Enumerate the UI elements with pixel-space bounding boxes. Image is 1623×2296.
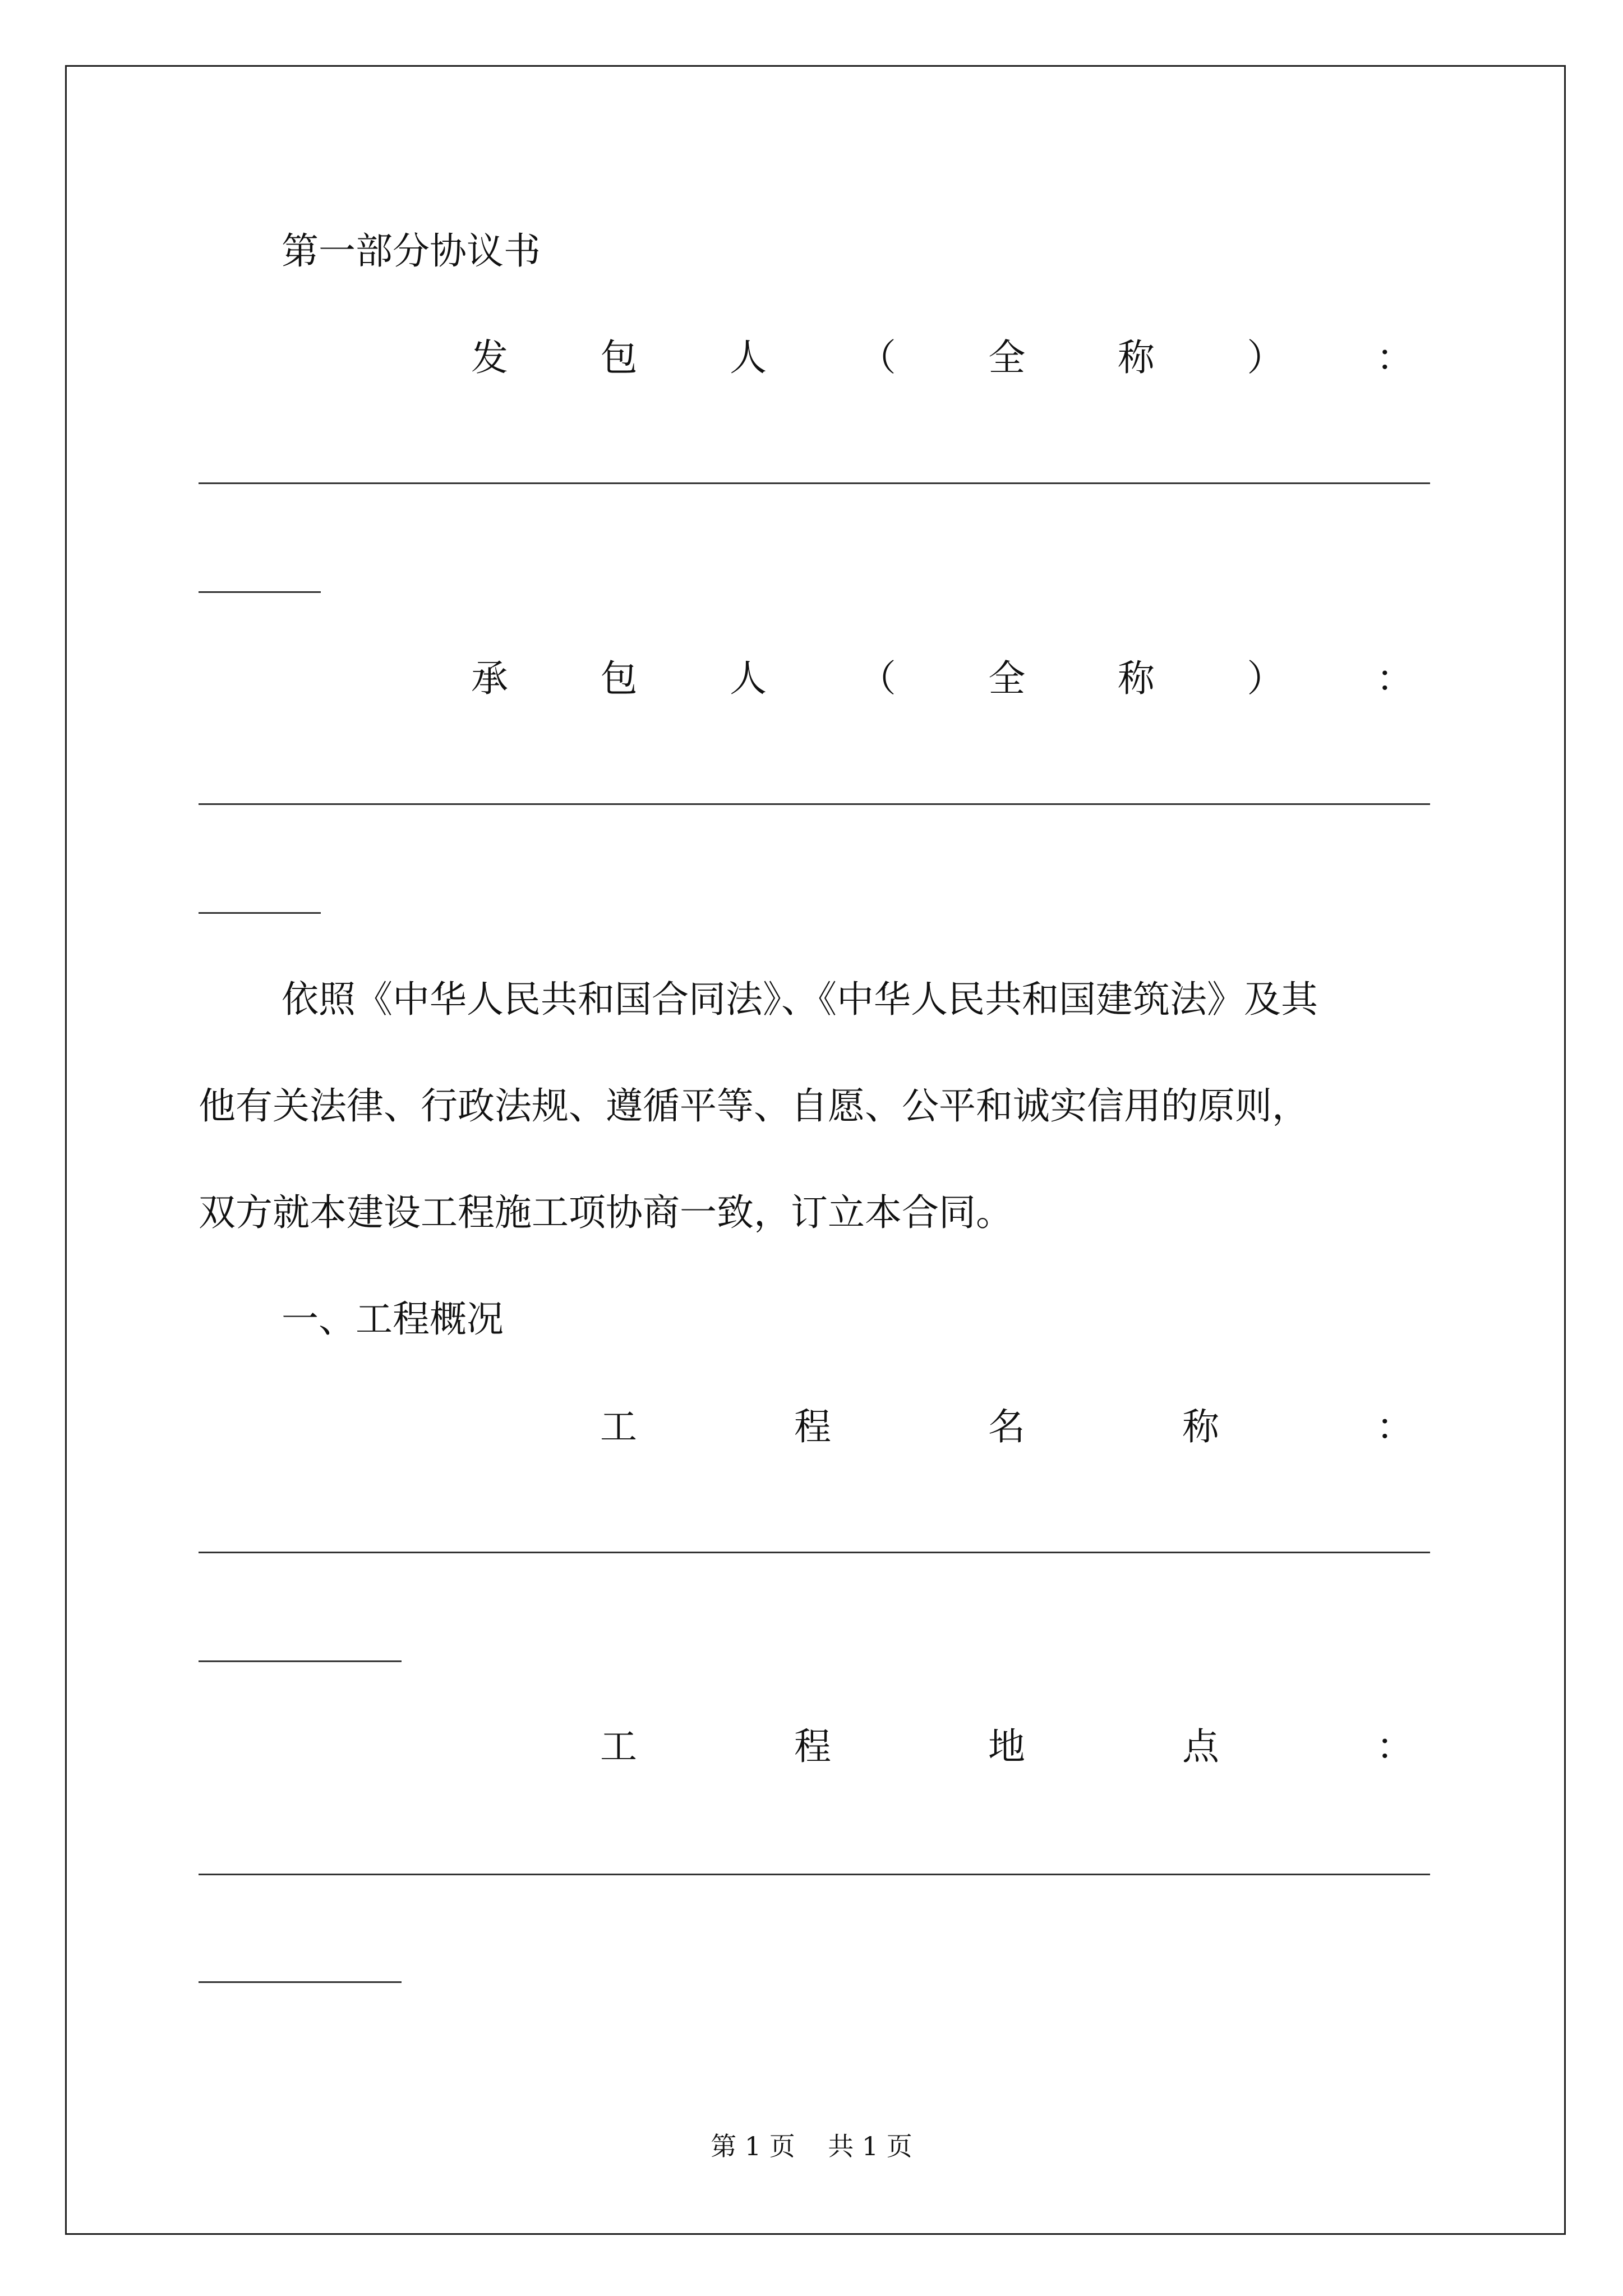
project-name-label-char: ： bbox=[1376, 1405, 1413, 1448]
contractor-label-char: 全 bbox=[988, 657, 1026, 700]
contractor-name-blank-line-end bbox=[199, 912, 321, 914]
project-name-label-char: 称 bbox=[1182, 1405, 1219, 1448]
employer-label-char: 人 bbox=[730, 336, 767, 379]
employer-name-blank-line bbox=[199, 482, 1430, 484]
project-location-label-char: 程 bbox=[794, 1725, 831, 1768]
project-location-label-char: 点 bbox=[1182, 1725, 1219, 1768]
contractor-label-char: ） bbox=[1247, 657, 1284, 700]
employer-label bbox=[471, 335, 1413, 380]
document-heading: 第一部分协议书 bbox=[282, 229, 541, 273]
employer-label-char: 发 bbox=[471, 336, 508, 379]
project-name-label-char: 程 bbox=[794, 1405, 831, 1448]
project-name-label bbox=[600, 1405, 1413, 1450]
project-location-label-char: 工 bbox=[600, 1725, 637, 1768]
project-name-label-char: 名 bbox=[988, 1405, 1025, 1448]
project-location-blank-line bbox=[199, 1874, 1430, 1875]
project-location-label bbox=[600, 1724, 1413, 1769]
contractor-label bbox=[471, 656, 1413, 701]
project-name-label-char: 工 bbox=[600, 1405, 637, 1448]
contractor-label-char: 承 bbox=[471, 657, 508, 700]
project-name-blank-line-end bbox=[199, 1660, 402, 1662]
employer-label-char: 包 bbox=[600, 336, 638, 379]
contractor-label-char: 人 bbox=[730, 657, 767, 700]
contractor-label-char: 包 bbox=[600, 657, 638, 700]
employer-name-blank-line-end bbox=[199, 591, 321, 593]
contractor-label-char: 称 bbox=[1117, 657, 1155, 700]
page-number-footer: 第 1 页 共 1 页 bbox=[711, 2131, 912, 2161]
project-location-blank-line-end bbox=[199, 1981, 402, 1983]
employer-label-char: ） bbox=[1247, 336, 1284, 379]
contractor-label-char: ： bbox=[1376, 657, 1413, 700]
contractor-label-char: （ bbox=[859, 657, 896, 700]
project-name-blank-line bbox=[199, 1552, 1430, 1553]
employer-label-char: （ bbox=[859, 336, 896, 379]
section-one-title: 一、工程概况 bbox=[282, 1297, 504, 1341]
page-border bbox=[65, 65, 1566, 2235]
employer-label-char: ： bbox=[1376, 336, 1413, 379]
project-location-label-char: 地 bbox=[988, 1725, 1025, 1768]
paragraph-line-3: 双方就本建设工程施工项协商一致，订立本合同。 bbox=[199, 1191, 1013, 1234]
employer-label-char: 全 bbox=[988, 336, 1026, 379]
project-location-label-char: ： bbox=[1376, 1725, 1413, 1768]
employer-label-char: 称 bbox=[1117, 336, 1155, 379]
contractor-name-blank-line bbox=[199, 803, 1430, 805]
paragraph-line-1: 依照《中华人民共和国合同法》、《中华人民共和国建筑法》及其 bbox=[282, 978, 1318, 1021]
paragraph-line-2: 他有关法律、行政法规、遵循平等、自愿、公平和诚实信用的原则， bbox=[199, 1084, 1309, 1128]
